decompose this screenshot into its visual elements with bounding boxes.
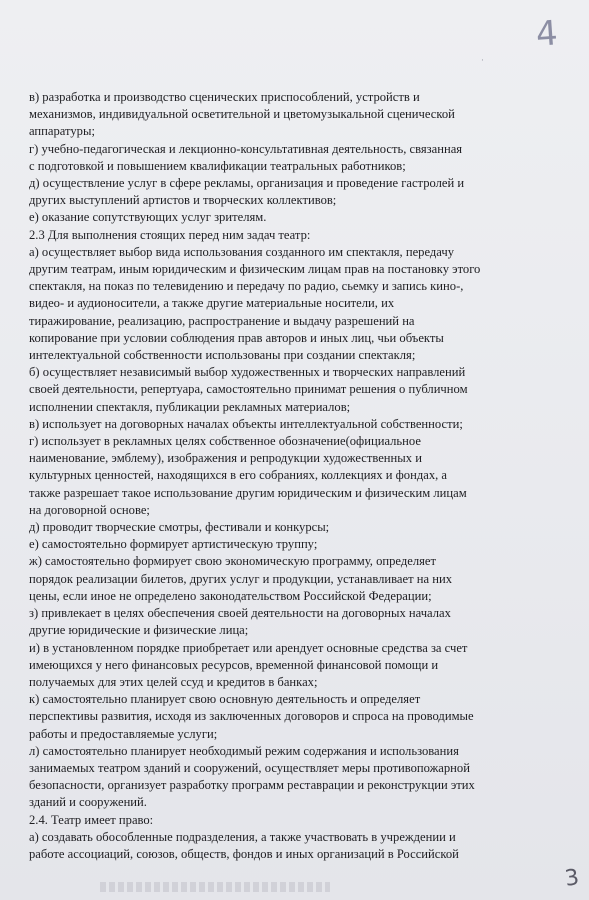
text-line: тиражирование, реализацию, распространение и выдачу разрешений на xyxy=(29,313,415,328)
section-heading: 2.3 Для выполнения стоящих перед ним задач театр: xyxy=(29,227,311,242)
text-line: получаемых для этих целей ссуд и кредитов в банках; xyxy=(29,674,318,689)
document-body xyxy=(29,89,519,863)
text-line: с подготовкой и повышением квалификации театральных работников; xyxy=(29,158,406,173)
section-heading: 2.4. Театр имеет право: xyxy=(29,812,154,827)
text-line: е) самостоятельно формирует артистическую труппу; xyxy=(29,537,318,552)
text-line: аппаратуры; xyxy=(29,124,95,139)
text-line: в) разработка и производство сценических приспособлений, устройств и xyxy=(29,90,420,104)
text-line: б) осуществляет независимый выбор художественных и творческих направлений xyxy=(29,365,466,380)
text-line: другим театрам, иным юридическим и физическим лицам прав на постановку этого xyxy=(29,262,481,277)
text-line: а) создавать обособленные подразделения, а также участвовать в учреждении и xyxy=(29,829,456,844)
text-line: работе ассоциаций, союзов, обществ, фондов и иных организаций в Российской xyxy=(29,846,459,861)
text-line: ж) самостоятельно формирует свою экономическую программу, определяет xyxy=(29,554,437,569)
text-line: а) осуществляет выбор вида использования созданного им спектакля, передачу xyxy=(29,244,455,259)
text-line: своей деятельности, репертуара, самостоятельно принимат решения о публичном xyxy=(29,382,468,397)
scan-bottom-artifact xyxy=(100,882,330,892)
handwritten-page-mark: 4 xyxy=(534,13,560,55)
text-line: имеющихся у него финансовых ресурсов, временной финансовой помощи и xyxy=(29,657,439,672)
text-line: спектакля, на показ по телевидению и передачу по радио, сьемку и запись кино-, xyxy=(29,279,464,294)
text-line: других выступлений артистов и творческих коллективов; xyxy=(29,193,337,208)
text-line: в) использует на договорных началах объекты интеллектуальной собственности; xyxy=(29,416,463,431)
text-line: наименование, эмблему), изображения и репродукции художественных и xyxy=(29,451,422,466)
text-line: г) использует в рекламных целях собственное обозначение(официальное xyxy=(29,434,421,449)
text-line: безопасности, организует разработку программ реставрации и реконструкции этих xyxy=(29,778,475,793)
text-line: к) самостоятельно планирует свою основную деятельность и определяет xyxy=(29,692,421,707)
text-line: порядок реализации билетов, других услуг и продукции, устанавливает на них xyxy=(29,571,452,586)
text-line: культурных ценностей, находящихся в его собраниях, коллекциях и фондах, а xyxy=(29,468,448,483)
text-line: механизмов, индивидуальной осветительной и цветомузыкальной сценической xyxy=(29,107,455,122)
text-line: исполнении спектакля, публикации рекламных материалов; xyxy=(29,399,351,414)
text-line: перспективы развития, исходя из заключенных договоров и спроса на проводимые xyxy=(29,709,474,724)
text-line: работы и предоставляемые услуги; xyxy=(29,726,218,741)
text-line: на договорной основе; xyxy=(29,502,150,517)
text-line: видео- и аудионосители, а также другие материальные носители, их xyxy=(29,296,395,311)
text-line: другие юридические и физические лица; xyxy=(29,623,249,638)
handwritten-page-number: 3 xyxy=(563,865,581,892)
text-line: е) оказание сопутствующих услуг зрителям. xyxy=(29,210,267,225)
text-line: д) осуществление услуг в сфере рекламы, организация и проведение гастролей и xyxy=(29,176,465,191)
text-line: интелектуальной собственности использованы при создании спектакля; xyxy=(29,348,416,363)
text-line: д) проводит творческие смотры, фестивали и конкурсы; xyxy=(29,520,330,535)
text-line: занимаемых театром зданий и сооружений, осуществляет меры противопожарной xyxy=(29,760,470,775)
text-line: и) в установленном порядке приобретает или арендует основные средства за счет xyxy=(29,640,468,655)
text-line: цены, если иное не определено законодательством Российской Федерации; xyxy=(29,588,432,603)
text-line: г) учебно-педагогическая и лекционно-консультативная деятельность, связанная xyxy=(29,141,463,156)
text-line: также разрешает такое использование другим юридическим и физическим лицам xyxy=(29,485,467,500)
text-line: з) привлекает в целях обеспечения своей деятельности на договорных началах xyxy=(29,606,451,621)
scan-speck: · xyxy=(481,56,484,66)
text-line: копирование при условии соблюдения прав авторов и иных лиц, чьи объекты xyxy=(29,330,444,345)
text-line: зданий и сооружений. xyxy=(29,795,147,810)
text-line: л) самостоятельно планирует необходимый режим содержания и использования xyxy=(29,743,459,758)
